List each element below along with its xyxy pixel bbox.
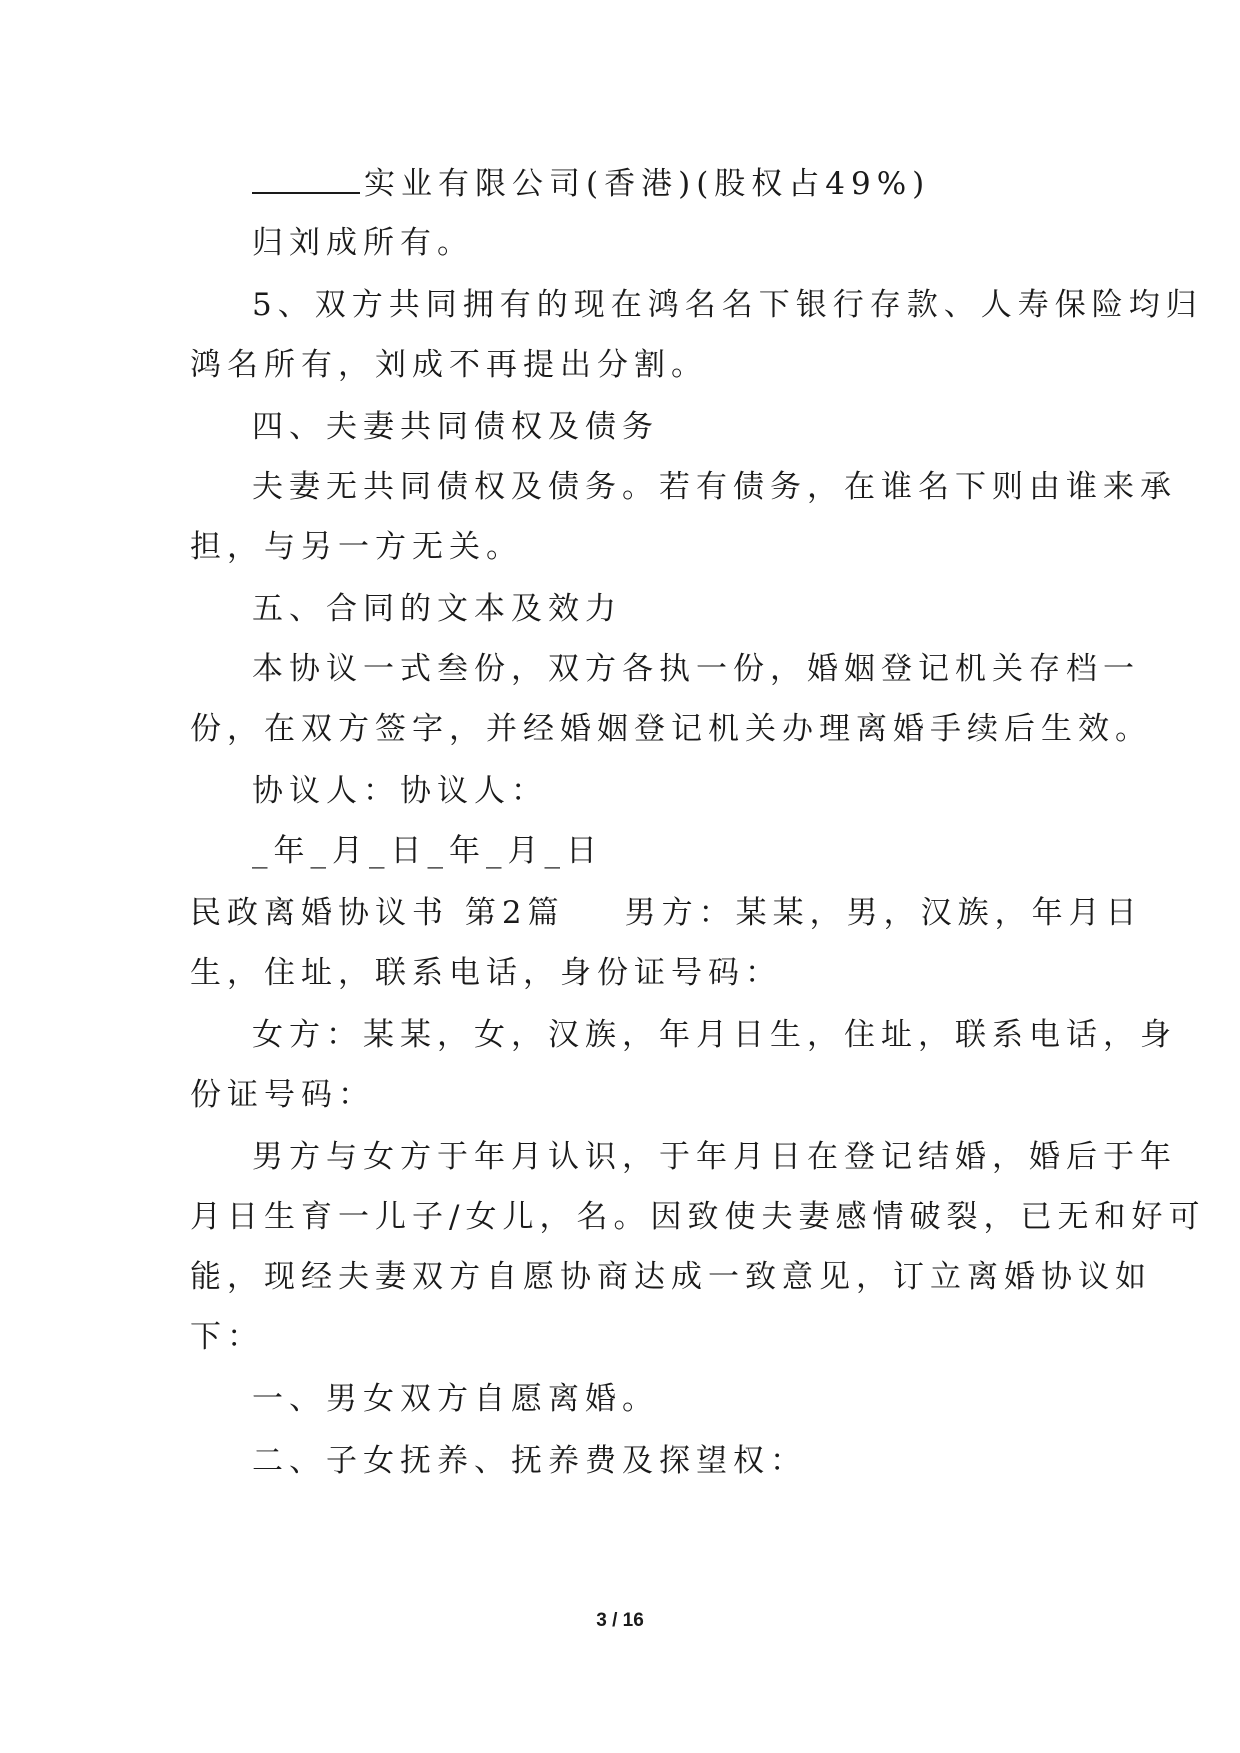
paragraph-line: 月日生育一儿子/女儿，名。因致使夫妻感情破裂，已无和好可 — [190, 1199, 1206, 1235]
paragraph-line: 民政离婚协议书 第2篇 男方：某某，男，汉族，年月日 — [190, 895, 1143, 931]
page-number: 3 / 16 — [596, 1610, 644, 1631]
paragraph-line: 鸿名所有，刘成不再提出分割。 — [190, 347, 708, 383]
paragraph-line: 生，住址，联系电话，身份证号码： — [190, 955, 782, 991]
paragraph-line: 本协议一式叁份，双方各执一份，婚姻登记机关存档一 — [252, 651, 1140, 687]
signature-line: 协议人：协议人： — [252, 773, 548, 809]
paragraph-line: 女方：某某，女，汉族，年月日生，住址，联系电话，身 — [252, 1017, 1177, 1053]
section-heading: 四、夫妻共同债权及债务 — [252, 409, 659, 445]
section-heading: 一、男女双方自愿离婚。 — [252, 1381, 659, 1417]
paragraph-line: 实业有限公司(香港)(股权占49%) — [252, 158, 1122, 208]
paragraph-line: 份，在双方签字，并经婚姻登记机关办理离婚手续后生效。 — [190, 711, 1152, 747]
paragraph-line: 担，与另一方无关。 — [190, 529, 523, 565]
section-heading: 二、子女抚养、抚养费及探望权： — [252, 1443, 807, 1479]
paragraph-line: 夫妻无共同债权及债务。若有债务，在谁名下则由谁来承 — [252, 469, 1177, 505]
paragraph-line: 男方与女方于年月认识，于年月日在登记结婚，婚后于年 — [252, 1139, 1177, 1175]
document-title: 民政离婚协议书 第2篇 — [190, 895, 565, 931]
date-line: _年_月_日_年_月_日 — [252, 833, 603, 869]
paragraph-line: 份证号码： — [190, 1077, 375, 1113]
section-heading: 五、合同的文本及效力 — [252, 591, 622, 627]
fill-in-blank — [252, 158, 360, 194]
paragraph-line: 5、双方共同拥有的现在鸿名名下银行存款、人寿保险均归 — [252, 287, 1203, 323]
paragraph-line: 下： — [190, 1319, 264, 1355]
paragraph-line: 归刘成所有。 — [252, 225, 474, 261]
paragraph-line: 能，现经夫妻双方自愿协商达成一致意见，订立离婚协议如 — [190, 1259, 1152, 1295]
